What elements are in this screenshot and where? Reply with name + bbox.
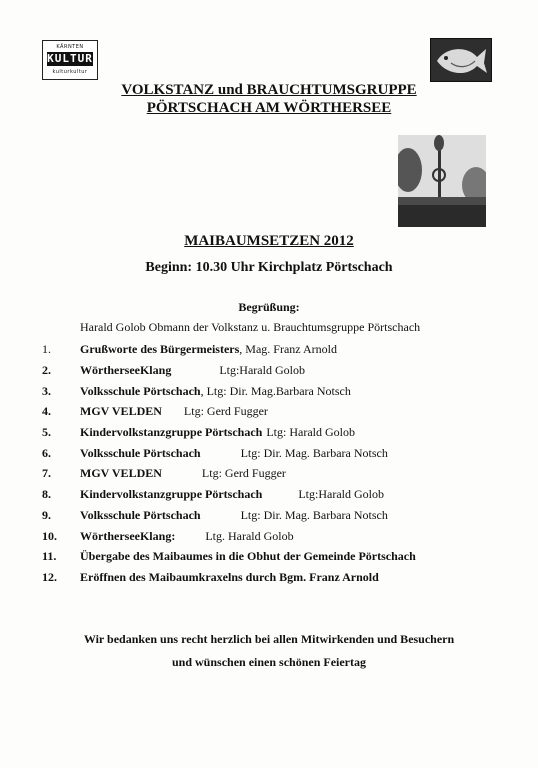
- program-item-leader: Ltg: Gerd Fugger: [183, 404, 268, 418]
- footer-line1: Wir bedanken uns recht herzlich bei allen Mitwirkenden und Besuchern: [83, 632, 455, 646]
- program-item-number: 11.: [42, 549, 57, 563]
- program-item-name: Übergabe des Maibaumes in die Obhut der Gemeinde Pörtschach: [80, 549, 416, 563]
- program-item: [42, 446, 388, 461]
- program-item-name: Kindervolkstanzgruppe Pörtschach: [80, 487, 263, 501]
- program-item-leader: Ltg: Dir. Mag. Barbara Notsch: [240, 446, 388, 460]
- program-item-name: Volksschule Pörtschach: [80, 384, 201, 398]
- program-item-name: Volksschule Pörtschach: [80, 508, 201, 522]
- program-item-number: 12.: [42, 570, 57, 584]
- program-item-name: Eröffnen des Maibaumkraxelns durch Bgm. Franz Arnold: [80, 570, 379, 584]
- footer-line2: und wünschen einen schönen Feiertag: [171, 655, 367, 669]
- program-item-name: Kindervolkstanzgruppe Pörtschach: [80, 425, 263, 439]
- kultur-logo-top: KÄRNTEN: [56, 44, 84, 50]
- program-item: [42, 342, 337, 357]
- organization-title-line2: PÖRTSCHACH AM WÖRTHERSEE: [146, 100, 392, 116]
- program-item-number: 9.: [42, 508, 51, 522]
- program-item-leader: Ltg: Harald Golob: [266, 425, 355, 439]
- program-item-leader: , Mag. Franz Arnold: [239, 342, 337, 356]
- program-item: [42, 425, 355, 440]
- maypole-image: [398, 135, 486, 227]
- kultur-logo-bottom: kulturkultur: [52, 69, 88, 75]
- program-item-number: 8.: [42, 487, 51, 501]
- program-item: [42, 570, 379, 585]
- organization-title-line1: VOLKSTANZ und BRAUCHTUMSGRUPPE: [121, 82, 417, 98]
- program-item-leader: Ltg: Gerd Fugger: [201, 466, 286, 480]
- program-item: [42, 384, 351, 399]
- event-subtitle: Beginn: 10.30 Uhr Kirchplatz Pörtschach: [145, 260, 393, 275]
- maypole-photo: [398, 135, 486, 227]
- event-title: MAIBAUMSETZEN 2012: [184, 233, 354, 249]
- program-item: [42, 529, 294, 544]
- program-item-leader: Ltg: Dir. Mag. Barbara Notsch: [240, 508, 388, 522]
- program-item-name: Grußworte des Bürgermeisters: [80, 342, 240, 356]
- program-item: [42, 487, 384, 502]
- program-item: [42, 466, 286, 481]
- program-item: [42, 549, 416, 564]
- program-item-name: WörtherseeKlang: [80, 363, 172, 377]
- fish-logo: [430, 38, 492, 82]
- program-item-number: 6.: [42, 446, 51, 460]
- program-item-number: 5.: [42, 425, 51, 439]
- kultur-logo-main: KULTUR: [47, 52, 93, 65]
- program-item-number: 10.: [42, 529, 57, 543]
- program-item-number: 1.: [42, 342, 51, 356]
- program-item: [42, 404, 268, 419]
- program-item-leader: Ltg:Harald Golob: [298, 487, 384, 501]
- program-item: [42, 363, 305, 378]
- program-item-name: WörtherseeKlang:: [80, 529, 176, 543]
- program-item-leader: Ltg. Harald Golob: [205, 529, 294, 543]
- program-item-number: 2.: [42, 363, 51, 377]
- program-item-leader: , Ltg: Dir. Mag.Barbara Notsch: [200, 384, 351, 398]
- program-item-name: Volksschule Pörtschach: [80, 446, 201, 460]
- fish-icon: [431, 39, 491, 81]
- program-item-number: 3.: [42, 384, 51, 398]
- program-item: [42, 508, 388, 523]
- program-item-name: MGV VELDEN: [80, 466, 162, 480]
- program-item-leader: Ltg:Harald Golob: [219, 363, 305, 377]
- program-item-number: 7.: [42, 466, 51, 480]
- kultur-logo: [42, 40, 98, 80]
- greeting-heading: Begrüßung:: [238, 300, 300, 314]
- program-item-number: 4.: [42, 404, 51, 418]
- program-item-name: MGV VELDEN: [80, 404, 162, 418]
- greeting-text: Harald Golob Obmann der Volkstanz u. Brauchtumsgruppe Pörtschach: [80, 320, 421, 334]
